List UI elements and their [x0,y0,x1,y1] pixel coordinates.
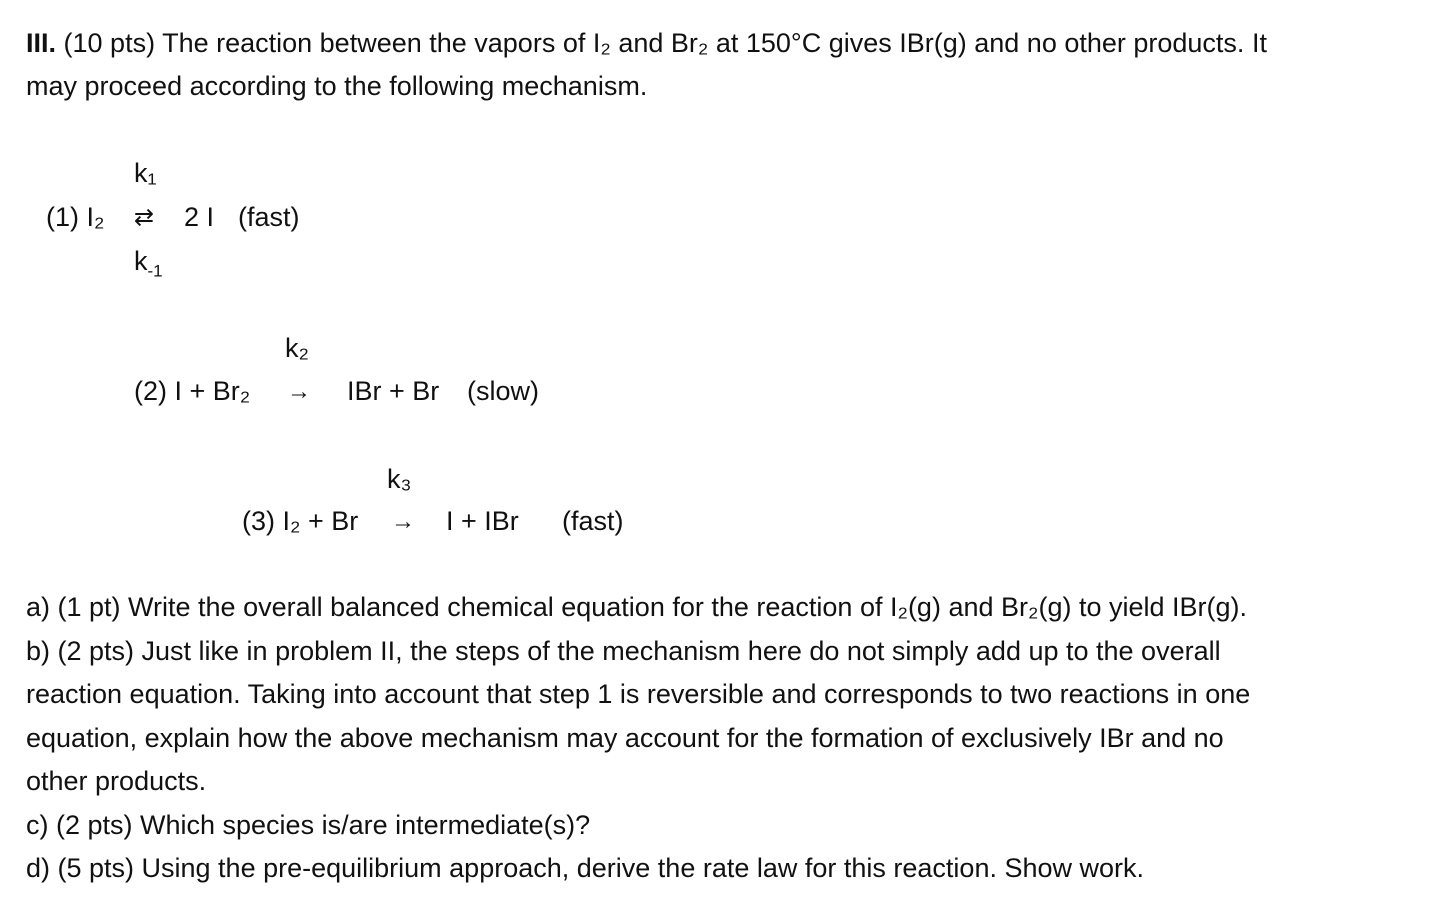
problem-intro-text: (10 pts) The reaction between the vapors of I₂ and Br₂ at 150°C gives IBr(g) and no other products. It [63,28,1267,58]
question-a: a) (1 pt) Write the overall balanced chemical equation for the reaction of I₂(g) and Br₂(g) to yield IBr(g). [26,592,1248,622]
step1-k-reverse-subscript: -1 [147,261,163,281]
equilibrium-arrow-icon: ⇄ [134,204,155,231]
step3-products: I + IBr [446,506,519,536]
step1-k-forward: k₁ [134,158,157,188]
step2-products: IBr + Br [347,376,440,406]
problem-intro-line-1 [26,30,1267,57]
question-b-line-4: other products. [26,766,207,796]
step3-k: k₃ [387,464,412,494]
step1-speed: (fast) [238,202,300,232]
problem-intro-line-2: may proceed according to the following mechanism. [26,71,648,101]
right-arrow-icon: → [391,508,415,535]
question-c: c) (2 pts) Which species is/are intermediate(s)? [26,810,591,840]
problem-number: III. [26,28,57,58]
right-arrow-icon: → [287,378,311,405]
question-b-line-1: b) (2 pts) Just like in problem II, the steps of the mechanism here do not simply add up to the overall [26,636,1221,666]
step3-speed: (fast) [562,506,624,536]
step1-k-reverse [134,248,163,279]
step2-speed: (slow) [467,376,539,406]
step1-reactant: (1) I₂ [46,202,105,232]
step2-k: k₂ [285,333,309,363]
question-b-line-3: equation, explain how the above mechanism may account for the formation of exclusively IBr and no [26,723,1224,753]
step1-k-reverse-symbol: k [134,246,148,276]
step1-products: 2 I [184,202,215,232]
step2-reactants: (2) I + Br₂ [134,376,251,406]
step3-reactants: (3) I₂ + Br [242,506,359,536]
question-d: d) (5 pts) Using the pre-equilibrium approach, derive the rate law for this reaction. Show work. [26,853,1145,883]
question-b-line-2: reaction equation. Taking into account that step 1 is reversible and corresponds to two reactions in one [26,679,1251,709]
